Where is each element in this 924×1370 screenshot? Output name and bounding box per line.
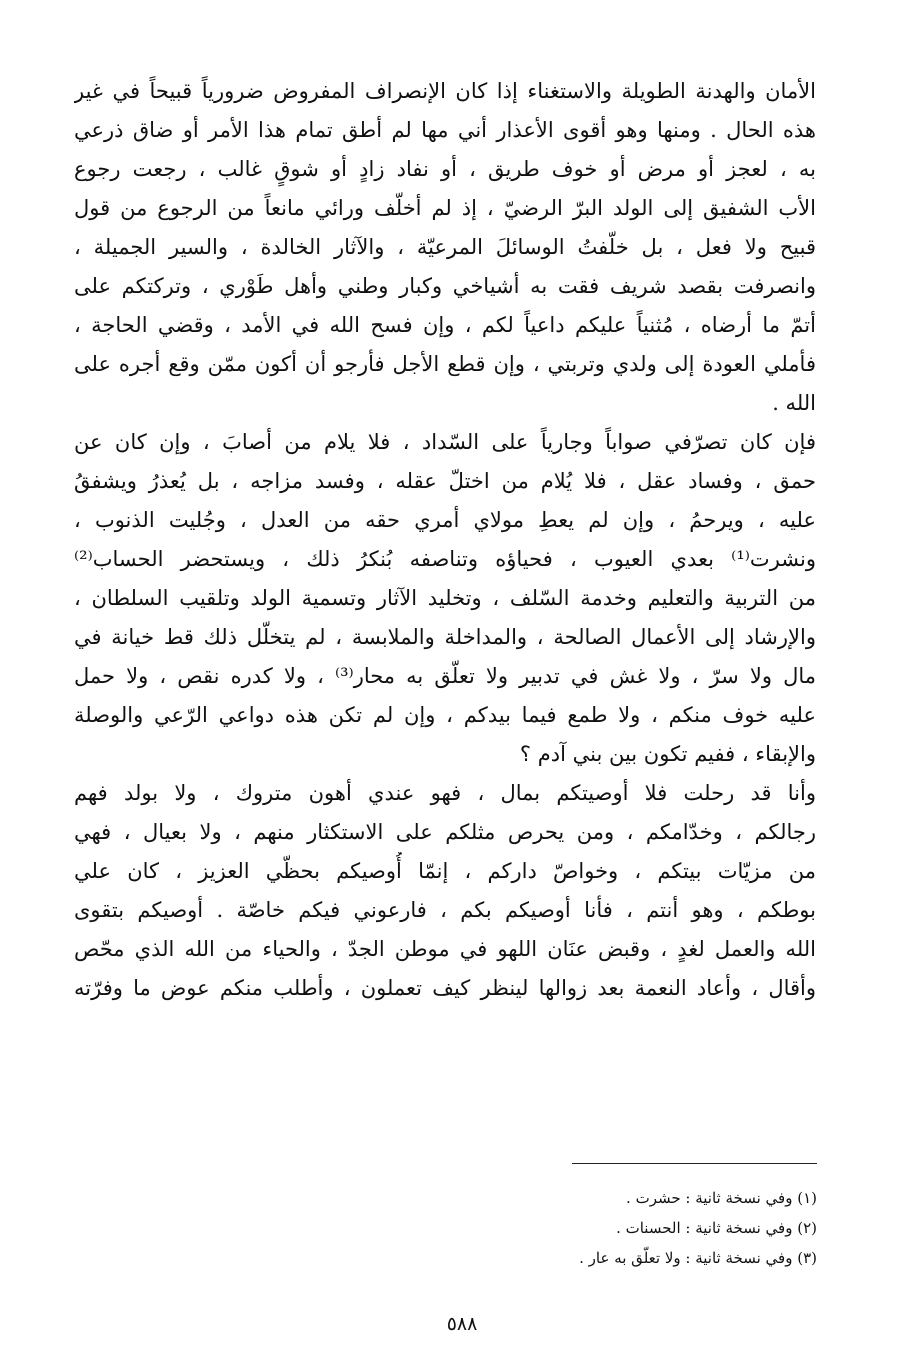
text-line: فإن كان تصرّفي صواباً وجارياً على السّداد ، فلا يلام من أصابَ ، وإن كان عن: [74, 430, 816, 454]
text-line: وانصرفت بقصد شريف فقت به أشياخي وكبار وطني وأهل طَوْري ، وتركتكم على: [74, 274, 816, 298]
text-line: فأملي العودة إلى ولدي وتربتي ، وإن قطع الأجل فأرجو أن أكون ممّن وقع أجره على: [74, 352, 816, 376]
text-line: الأمان والهدنة الطويلة والاستغناء إذا كان الإنصراف المفروض ضرورياً قبيحاً في غير: [74, 79, 816, 103]
text-line: أتمّ ما أرضاه ، مُثنياً عليكم داعياً لكم ، وإن فسح الله في الأمد ، وقضي الحاجة ،: [74, 313, 816, 337]
footnotes: [430, 1183, 817, 1273]
footnote: (١) وفي نسخة ثانية : حشرت .: [626, 1189, 817, 1207]
text-line: الأب الشفيق إلى الولد البرّ الرضيّ ، إذ لم أخلّف ورائي مانعاً من الرجوع من قول: [74, 196, 816, 220]
text-line: هذه الحال . ومنها وهو أقوى الأعذار أني مها لم أطق تمام هذا الأمر أو ضاق ذرعي: [74, 118, 816, 142]
text-line: عليه ، ويرحمُ ، وإن لم يعطِ مولاي أمري حقه من العدل ، وجُليت الذنوب ،: [74, 508, 816, 532]
text-line: من التربية والتعليم وخدمة السّلف ، وتخليد الآثار وتسمية الولد وتلقيب السلطان ،: [74, 586, 816, 610]
text-line: ونشرت⁽¹⁾ بعدي العيوب ، فحياؤه وتناصفه بُنكرُ ذلك ، ويستحضر الحساب⁽²⁾: [74, 547, 816, 571]
text-line: والإرشاد إلى الأعمال الصالحة ، والمداخلة والملابسة ، لم يتخلّل ذلك قط خيانة في: [74, 625, 816, 649]
page-number: ٥٨٨: [446, 1313, 478, 1335]
text-line: وأنا قد رحلت فلا أوصيتكم بمال ، فهو عندي أهون متروك ، ولا بولد فهم: [74, 781, 816, 805]
text-line: بوطكم ، وهو أنتم ، فأنا أوصيكم بكم ، فارعوني فيكم خاصّة . أوصيكم بتقوى: [74, 898, 816, 922]
text-line: به ، لعجز أو مرض أو خوف طريق ، أو نفاد زادٍ أو شوقٍ غالب ، رجعت رجوع: [74, 157, 816, 181]
text-line: من مزيّات بيتكم ، وخواصّ داركم ، إنمّا أُوصيكم بحظّي العزيز ، كان علي: [74, 859, 816, 883]
footnote: (٣) وفي نسخة ثانية : ولا تعلّق به عار .: [579, 1249, 817, 1267]
text-line: عليه خوف منكم ، ولا طمع فيما بيدكم ، وإن لم تكن هذه دواعي الرّعي والوصلة: [74, 703, 816, 727]
text-line: الله والعمل لغدٍ ، وقبض عنَان اللهو في موطن الجدّ ، والحياء من الله الذي محّص: [74, 937, 816, 961]
text-line: مال ولا سرّ ، ولا غش في تدبير ولا تعلّق به محار⁽³⁾ ، ولا كدره نقص ، ولا حمل: [74, 664, 816, 688]
text-line: رجالكم ، وخدّامكم ، ومن يحرص مثلكم على الاستكثار منهم ، ولا بعيال ، فهي: [74, 820, 816, 844]
text-line: والإبقاء ، ففيم تكون بين بني آدم ؟: [519, 742, 816, 766]
text-line: قبيح ولا فعل ، بل خلّفتُ الوسائلَ المرعيّة ، والآثار الخالدة ، والسير الجميلة ،: [74, 235, 816, 259]
text-line: وأقال ، وأعاد النعمة بعد زوالها لينظر كيف تعملون ، وأطلب منكم عوض ما وفرّته: [74, 976, 816, 1000]
text-line: حمق ، وفساد عقل ، فلا يُلام من اختلّ عقله ، وفسد مزاجه ، بل يُعذرُ ويشفقُ: [74, 469, 816, 493]
text-line: الله .: [772, 391, 816, 415]
footnote: (٢) وفي نسخة ثانية : الحسنات .: [616, 1219, 817, 1237]
footnote-divider: [572, 1163, 817, 1164]
main-text: [74, 72, 816, 1008]
